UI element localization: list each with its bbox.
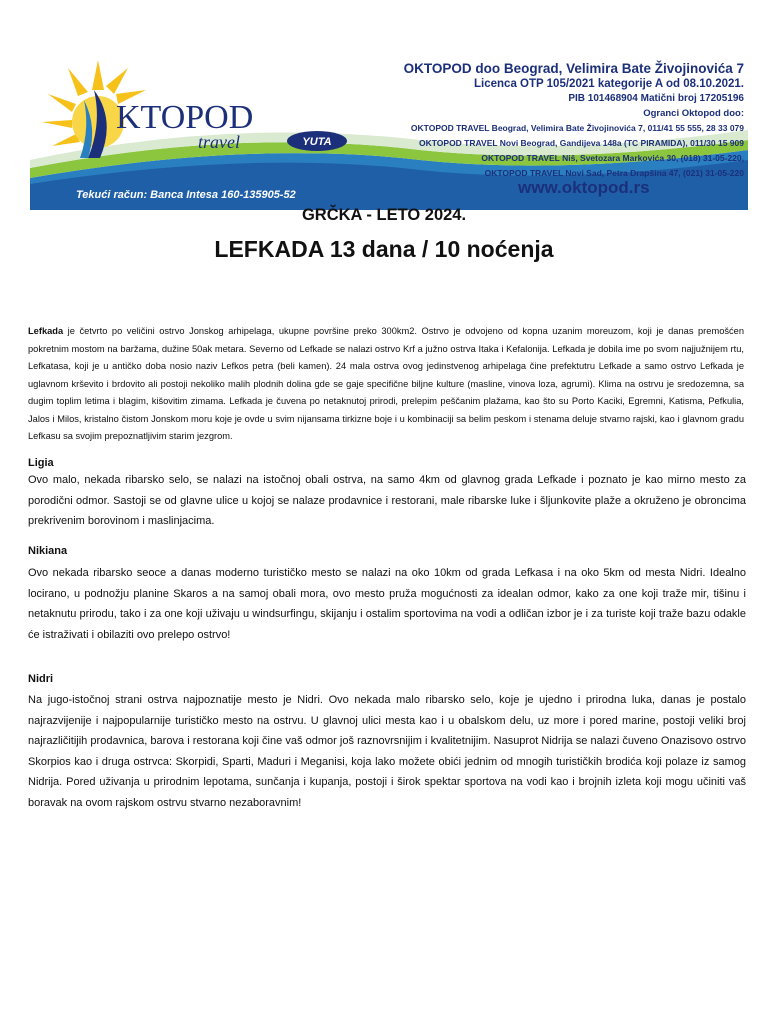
oktopod-logo	[28, 50, 278, 170]
branch-novi-beograd: OKTOPOD TRAVEL Novi Beograd, Gandijeva 148a (TC PIRAMIDA), 011/30 15 909	[419, 138, 744, 148]
intro-paragraph	[28, 323, 744, 446]
section-body-nikiana: Ovo nekada ribarsko seoce a danas moderno turističko mesto se nalazi na oko 10km od grada Lefkasa i na oko 5km od mesta Nidri. Idealno locirano, u podnožju planine Skaros a na samoj obali mora, ovo mesto pruža mogućnosti za idealan odmor, kako za one koji traže mir, tišinu i netaknutu prirodu, tako i za one koji uživaju u windsurfingu, skijanju i ostalim sportovima na vodi a odličan izbor je i za turiste koji traže bazu odakle će istraživati i obilaziti ovo prelepo ostrvo!	[28, 567, 746, 641]
section-body-ligia: Ovo malo, nekada ribarsko selo, se nalazi na istočnoj obali ostrva, na samo 4km od glavnog grada Lefkade i poznato je kao mirno mesto za porodični odmor. Sastoji se od glavne ulice u kojoj se nalaze prodavnice i restorani, male ribarske luke i šljunkovite plaže a okruženo je obroncima prekrivenim borovinom i maslinjacima.	[28, 474, 746, 527]
section-title-nikiana: Nikiana	[28, 545, 68, 557]
intro-bold-word: Lefkada	[28, 326, 64, 336]
svg-text:YUTA: YUTA	[302, 136, 332, 148]
section-body-nidri: Na jugo-istočnoj strani ostrva najpoznatije mesto je Nidri. Ovo nekada malo ribarsko selo, koje je ujedno i prirodna luka, danas je postalo najrazvijenije i najpopularnije turističko mesto na ostrvu. U glavnoj ulici mesta kao i u obalskom delu, uz more i pored marine, postoji veliki broj najrazličitijih prodavnica, barova i restorana koji čine vaš odmor još raznovrsnijim i kvalitetnijim. Nasuprot Nidrija se nalazi čuveno Onazisovo ostrvo Skorpios kao i druga ostrvca: Skorpidi, Sparti, Maduri i Meganisi, koja lako možete obići jednim od mnogih turističkih brodića koji polaze iz samog Nidrija. Pored uživanja u prirodnim lepotama, sunčanja i kupanja, postoji i širok spektar sportova na vodi kao i brojnih izleta koji mogu učiniti vaš boravak na ovom rajskom ostrvu stvarno nezaboravnim!	[28, 694, 746, 809]
logo-wordmark: KTOPOD	[116, 99, 254, 136]
page-title-line2: LEFKADA 13 dana / 10 noćenja	[214, 236, 554, 262]
license: Licenca OTP 105/2021 kategorije A od 08.10.2021.	[474, 78, 744, 90]
intro-text: je četvrto po veličini ostrvo Jonskog arhipelaga, ukupne površine preko 300km2. Ostrvo je odvojeno od kopna uzanim moreuzom, koji je danas premošćen pokretnim mostom na baržama, dužine 50ak metara. Severno od Lefkade se nalazi ostrvo Krf a južno ostrva Itaka i Kefalonija. Lefkada je dobila ime po svom najjužnijem rtu, Lefkatasa, koji je u antičko doba nosio naziv Lefkos petra (beli kamen). 24 mala ostrva ovog jedinstvenog arhipelaga čine prefektutru Lefkade a samo ostrvo Lefkada je uglavnom krševito i brdovito ali postoji nekoliko malih plodnih dolina gde se gaje specifične biljne kulture (masline, vinova loza, agrumi). Klima na ostrvu je sredozemna, sa dugim toplim letima i blagim, kišovitim zimama. Lefkada je čuvena po netaknutoj prirodi, prelepim peščanim plažama, kao što su Porto Kaciki, Egremni, Katisma, Pefkulia, Jalos i Milos, kristalno čistom Jonskom moru koje je ovde u svim nijansama tirkizne boje i u kombinaciji sa belim peskom i stenama deluje stvarno rajski, kao i glavnom gradu Lefkasu sa svojim prepoznatljivim starim jezgrom.	[28, 326, 744, 441]
branch-nis: OKTOPOD TRAVEL Niš, Svetozara Markovića 30, (018) 31-05-220,	[481, 153, 744, 163]
branch-beograd: OKTOPOD TRAVEL Beograd, Velimira Bate Živojinovića 7, 011/41 55 555, 28 33 079	[410, 123, 744, 133]
section-title-nidri: Nidri	[28, 673, 54, 685]
company-info	[404, 60, 744, 181]
pib: PIB 101468904 Matični broj 17205196	[568, 93, 744, 104]
yuta-logo	[286, 130, 348, 152]
page-title-line1: GRČKA - LETO 2024.	[301, 206, 467, 224]
branch-novi-sad: OKTOPOD TRAVEL Novi Sad, Petra Drapšina 47, (021) 31-05-220	[484, 168, 744, 178]
company-name: OKTOPOD doo Beograd, Velimira Bate Živojinovića 7	[403, 61, 744, 76]
bank-account: Tekući račun: Banca Intesa 160-135905-52	[76, 189, 296, 201]
logo-subtext: travel	[198, 132, 240, 152]
section-title-ligia: Ligia	[28, 457, 54, 469]
letterhead	[0, 0, 768, 210]
branches-heading: Ogranci Oktopod doo:	[643, 108, 744, 119]
website-link[interactable]: www.oktopod.rs	[518, 178, 650, 197]
